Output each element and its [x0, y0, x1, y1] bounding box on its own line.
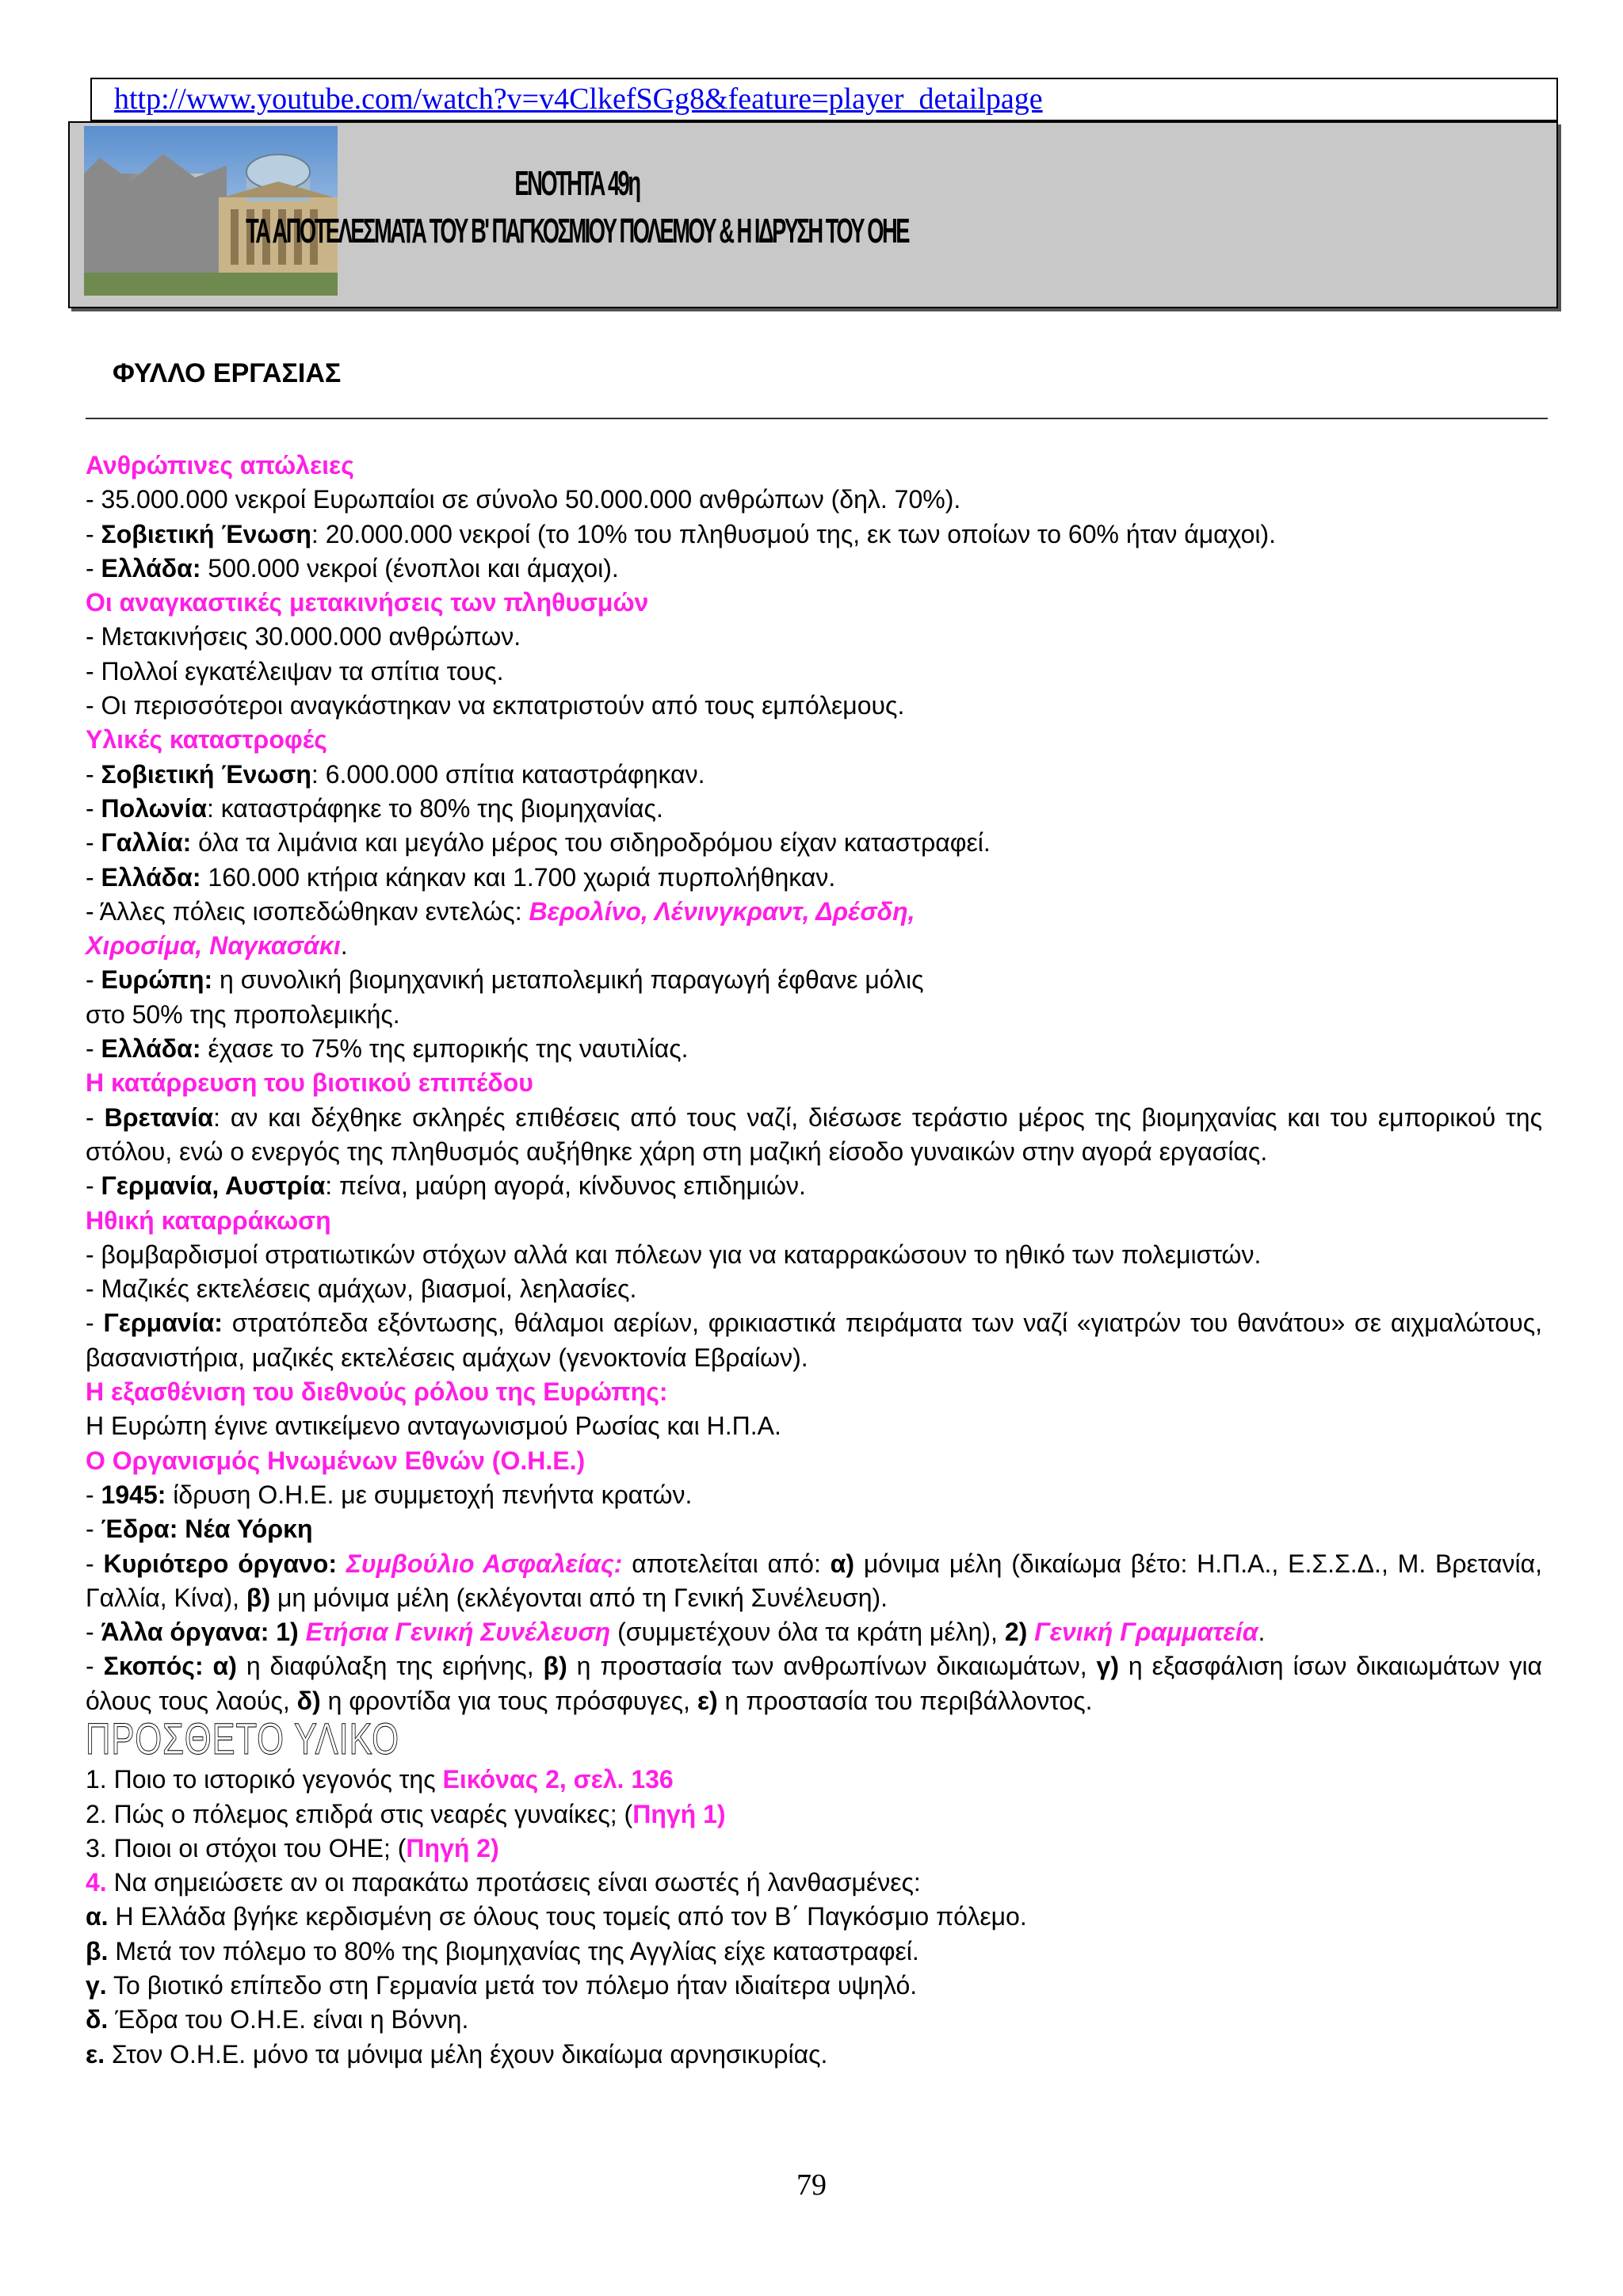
statement-e: ε. Στον Ο.Η.Ε. μόνο τα μόνιμα μέλη έχουν δικαίωμα αρνησικυρίας.: [86, 2039, 828, 2069]
unit-number: ΕΝΟΤΗΤΑ 49η: [514, 164, 640, 203]
text-line: Η Ευρώπη έγινε αντικείμενο ανταγωνισμού Ρωσίας και Η.Π.Α.: [86, 1412, 781, 1441]
section-heading-relocations: Οι αναγκαστικές μετακινήσεις των πληθυσμών: [86, 588, 649, 617]
statement-b: β. Μετά τον πόλεμο το 80% της βιομηχανίας της Αγγλίας είχε καταστραφεί.: [86, 1936, 919, 1966]
text-line: - Πολωνία: καταστράφηκε το 80% της βιομηχανίας.: [86, 793, 663, 823]
text-line: στο 50% της προπολεμικής.: [86, 999, 400, 1029]
statement-a: α. Η Ελλάδα βγήκε κερδισμένη σε όλους τους τομείς από τον Β΄ Παγκόσμιο πόλεμο.: [86, 1902, 1027, 1931]
text-line: - Ελλάδα: 500.000 νεκροί (ένοπλοι και άμαχοι).: [86, 553, 619, 583]
extra-material-heading: ΠΡΟΣΘΕΤΟ ΥΛΙΚΟ: [86, 1713, 399, 1763]
text-paragraph: - Βρετανία: αν και δέχθηκε σκληρές επιθέσεις από τους ναζί, διέσωσε τεράστιο μέρος της βιομηχανίας και του εμπορικού της στόλου, ενώ ο ενεργός της πληθυσμός αυξήθηκε χάρη στη μαζική είσοδο γυναικών στην αγορά εργασίας.: [86, 1102, 1543, 1166]
unit-title: ΤΑ ΑΠΟΤΕΛΕΣΜΑΤΑ ΤΟΥ Β' ΠΑΓΚΟΣΜΙΟΥ ΠΟΛΕΜΟΥ & Η ΙΔΡΥΣΗ ΤΟΥ ΟΗΕ: [246, 212, 908, 250]
text-line: - Σοβιετική Ένωση: 20.000.000 νεκροί (το 10% του πληθυσμού της, εκ των οποίων το 60% ήταν άμαχοι).: [86, 519, 1277, 548]
text-line: - Έδρα: Νέα Υόρκη: [86, 1515, 313, 1544]
text-line: - Μετακινήσεις 30.000.000 ανθρώπων.: [86, 622, 521, 651]
question-3: 3. Ποιοι οι στόχοι του ΟΗΕ; (Πηγή 2): [86, 1833, 499, 1862]
text-line: - 1945: ίδρυση Ο.Η.Ε. με συμμετοχή πενήντα κρατών.: [86, 1480, 693, 1509]
text-line: - 35.000.000 νεκροί Ευρωπαίοι σε σύνολο 50.000.000 ανθρώπων (δηλ. 70%).: [86, 485, 961, 514]
section-heading-material-damage: Υλικές καταστροφές: [86, 725, 327, 755]
text-line: - βομβαρδισμοί στρατιωτικών στόχων αλλά και πόλεων για να καταρρακώσουν το ηθικό των πολεμιστών.: [86, 1240, 1262, 1269]
text-line: - Σοβιετική Ένωση: 6.000.000 σπίτια καταστράφηκαν.: [86, 759, 705, 789]
question-1: 1. Ποιο το ιστορικό γεγονός της Εικόνας 2, σελ. 136: [86, 1765, 674, 1794]
divider: [86, 418, 1548, 419]
text-line: - Ευρώπη: η συνολική βιομηχανική μεταπολεμική παραγωγή έφθανε μόλις: [86, 965, 924, 995]
url-box: [90, 78, 1558, 121]
text-line: - Γερμανία, Αυστρία: πείνα, μαύρη αγορά, κίνδυνος επιδημιών.: [86, 1171, 806, 1201]
worksheet-title: ΦΥΛΛΟ ΕΡΓΑΣΙΑΣ: [113, 358, 342, 388]
text-paragraph: - Σκοπός: α) η διαφύλαξη της ειρήνης, β) η προστασία των ανθρωπίνων δικαιωμάτων, γ) η εξασφάλιση ίσων δικαιωμάτων για όλους τους λαούς, δ) η φροντίδα για τους πρόσφυγες, ε) η προστασία του περιβάλλοντος.: [86, 1652, 1543, 1715]
section-heading-living-standard: Η κατάρρευση του βιοτικού επιπέδου: [86, 1068, 533, 1098]
text-line: - Οι περισσότεροι αναγκάστηκαν να εκπατριστούν από τους εμπόλεμους.: [86, 691, 905, 720]
unit-banner: [68, 121, 1558, 308]
statement-d: δ. Έδρα του Ο.Η.Ε. είναι η Βόννη.: [86, 2005, 469, 2034]
text-line: - Άλλα όργανα: 1) Ετήσια Γενική Συνέλευση (συμμετέχουν όλα τα κράτη μέλη), 2) Γενική Γραμματεία.: [86, 1618, 1266, 1647]
text-line: - Ελλάδα: έχασε το 75% της εμπορικής της ναυτιλίας.: [86, 1034, 689, 1064]
text-line: - Ελλάδα: 160.000 κτήρια κάηκαν και 1.700 χωριά πυρπολήθηκαν.: [86, 862, 836, 892]
reichstag-photo: [84, 126, 338, 296]
worksheet-body: [86, 449, 1542, 2072]
text-paragraph: - Γερμανία: στρατόπεδα εξόντωσης, θάλαμοι αερίων, φρικιαστικά πειράματα των ναζί «γιατρών του θανάτου» σε αιχμαλώτους, βασανιστήρια, μαζικές εκτελέσεις αμάχων (γενοκτονία Εβραίων).: [86, 1308, 1543, 1372]
text-line: - Πολλοί εγκατέλειψαν τα σπίτια τους.: [86, 656, 504, 686]
text-paragraph: - Κυριότερο όργανο: Συμβούλιο Ασφαλείας: αποτελείται από: α) μόνιμα μέλη (δικαίωμα βέτο: Η.Π.Α., Ε.Σ.Σ.Δ., Μ. Βρετανία, Γαλλία, Κίνα), β) μη μόνιμα μέλη (εκλέγονται από τη Γενική Συνέλευση).: [86, 1549, 1543, 1612]
question-2: 2. Πώς ο πόλεμος επιδρά στις νεαρές γυναίκες; (Πηγή 1): [86, 1799, 726, 1828]
section-heading-un: Ο Οργανισμός Ηνωμένων Εθνών (Ο.Η.Ε.): [86, 1446, 586, 1475]
section-heading-europe-role: Η εξασθένιση του διεθνούς ρόλου της Ευρώπης:: [86, 1377, 668, 1407]
youtube-link[interactable]: http://www.youtube.com/watch?v=v4ClkefSGg8&feature=player_detailpage: [114, 82, 1043, 116]
text-line: - Άλλες πόλεις ισοπεδώθηκαν εντελώς: Βερολίνο, Λένινγκραντ, Δρέσδη,: [86, 896, 915, 926]
text-line: - Γαλλία: όλα τα λιμάνια και μεγάλο μέρος του σιδηροδρόμου είχαν καταστραφεί.: [86, 828, 991, 858]
section-heading-human-losses: Ανθρώπινες απώλειες: [86, 451, 354, 479]
section-heading-moral-collapse: Ηθική καταρράκωση: [86, 1205, 331, 1235]
page-number: 79: [796, 2168, 827, 2202]
statement-c: γ. Το βιοτικό επίπεδο στη Γερμανία μετά τον πόλεμο ήταν ιδιαίτερα υψηλό.: [86, 1971, 918, 2000]
question-4: 4. Να σημειώσετε αν οι παρακάτω προτάσεις είναι σωστές ή λανθασμένες:: [86, 1868, 921, 1897]
text-line: Χιροσίμα, Ναγκασάκι.: [86, 931, 348, 961]
text-line: - Μαζικές εκτελέσεις αμάχων, βιασμοί, λεηλασίες.: [86, 1274, 637, 1304]
